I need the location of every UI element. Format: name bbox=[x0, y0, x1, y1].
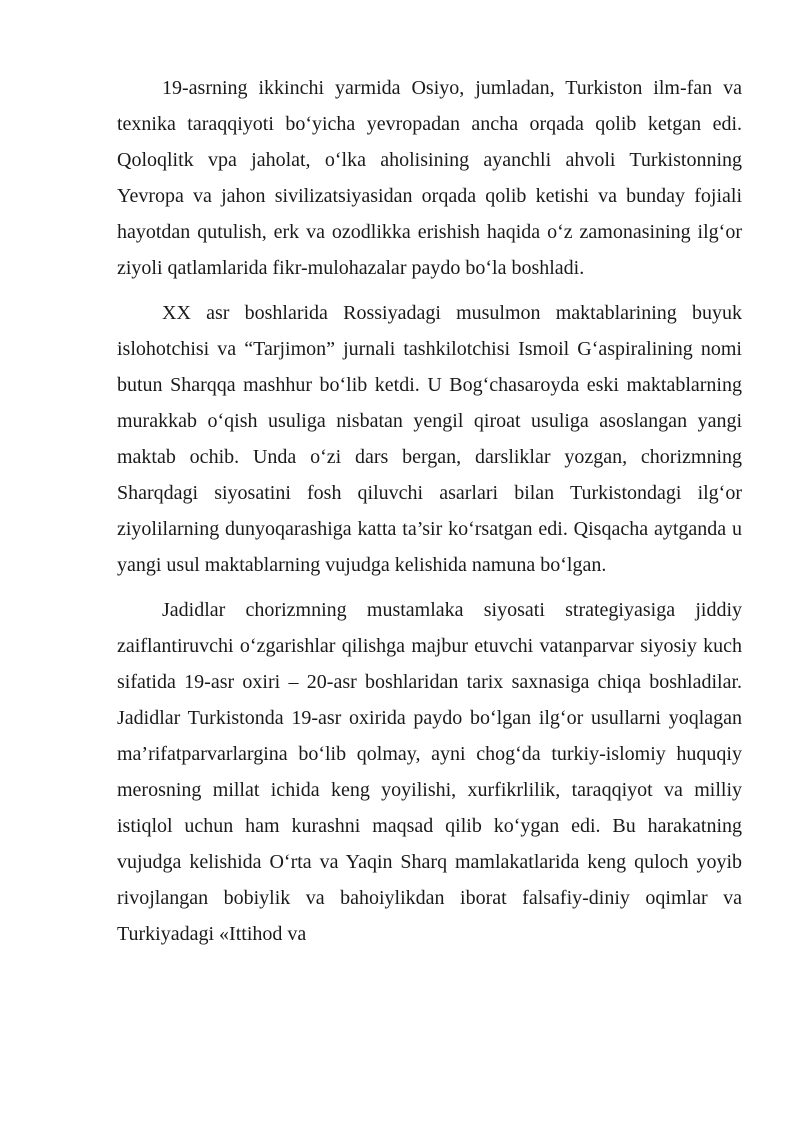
paragraph-1: 19-asrning ikkinchi yarmida Osiyo, jumladan, Turkiston ilm-fan va texnika taraqqiyoti bo‘yicha yevropadan ancha orqada qolib ketgan edi. Qoloqlitk vpa jaholat, o‘lka aholisining ayanchli ahvoli Turkistonning Yevropa va jahon sivilizatsiyasidan orqada qolib ketishi va bunday fojiali hayotdan qutulish, erk va ozodlikka erishish haqida o‘z zamonasining ilg‘or ziyoli qatlamlarida fikr-mulohazalar paydo bo‘la boshladi. bbox=[117, 77, 742, 279]
document-page bbox=[117, 70, 742, 961]
paragraph-2: XX asr boshlarida Rossiyadagi musulmon maktablarining buyuk islohotchisi va “Tarjimon” jurnali tashkilotchisi Ismoil G‘aspiralining nomi butun Sharqqa mashhur bo‘lib ketdi. U Bog‘chasaroyda eski maktablarning murakkab o‘qish usuliga nisbatan yengil qiroat usuliga asoslangan yangi maktab ochib. Unda o‘zi dars bergan, darsliklar yozgan, chorizmning Sharqdagi siyosatini fosh qiluvchi asarlari bilan Turkistondagi ilg‘or ziyolilarning dunyoqarashiga katta ta’sir ko‘rsatgan edi. Qisqacha aytganda u yangi usul maktablarning vujudga kelishida namuna bo‘lgan. bbox=[117, 302, 742, 576]
paragraph-3: Jadidlar chorizmning mustamlaka siyosati strategiyasiga jiddiy zaiflantiruvchi o‘zgarishlar qilishga majbur etuvchi vatanparvar siyosiy kuch sifatida 19-asr oxiri – 20-asr boshlaridan tarix saxnasiga chiqa boshladilar. Jadidlar Turkistonda 19-asr oxirida paydo bo‘lgan ilg‘or usullarni yoqlagan ma’rifatparvarlargina bo‘lib qolmay, ayni chog‘da turkiy-islomiy huquqiy merosning millat ichida keng yoyilishi, xurfikrlilik, taraqqiyot va milliy istiqlol uchun ham kurashni maqsad qilib ko‘ygan edi. Bu harakatning vujudga kelishida O‘rta va Yaqin Sharq mamlakatlarida keng quloch yoyib rivojlangan bobiylik va bahoiylikdan iborat falsafiy-diniy oqimlar va Turkiyadagi «Ittihod va bbox=[117, 599, 742, 945]
